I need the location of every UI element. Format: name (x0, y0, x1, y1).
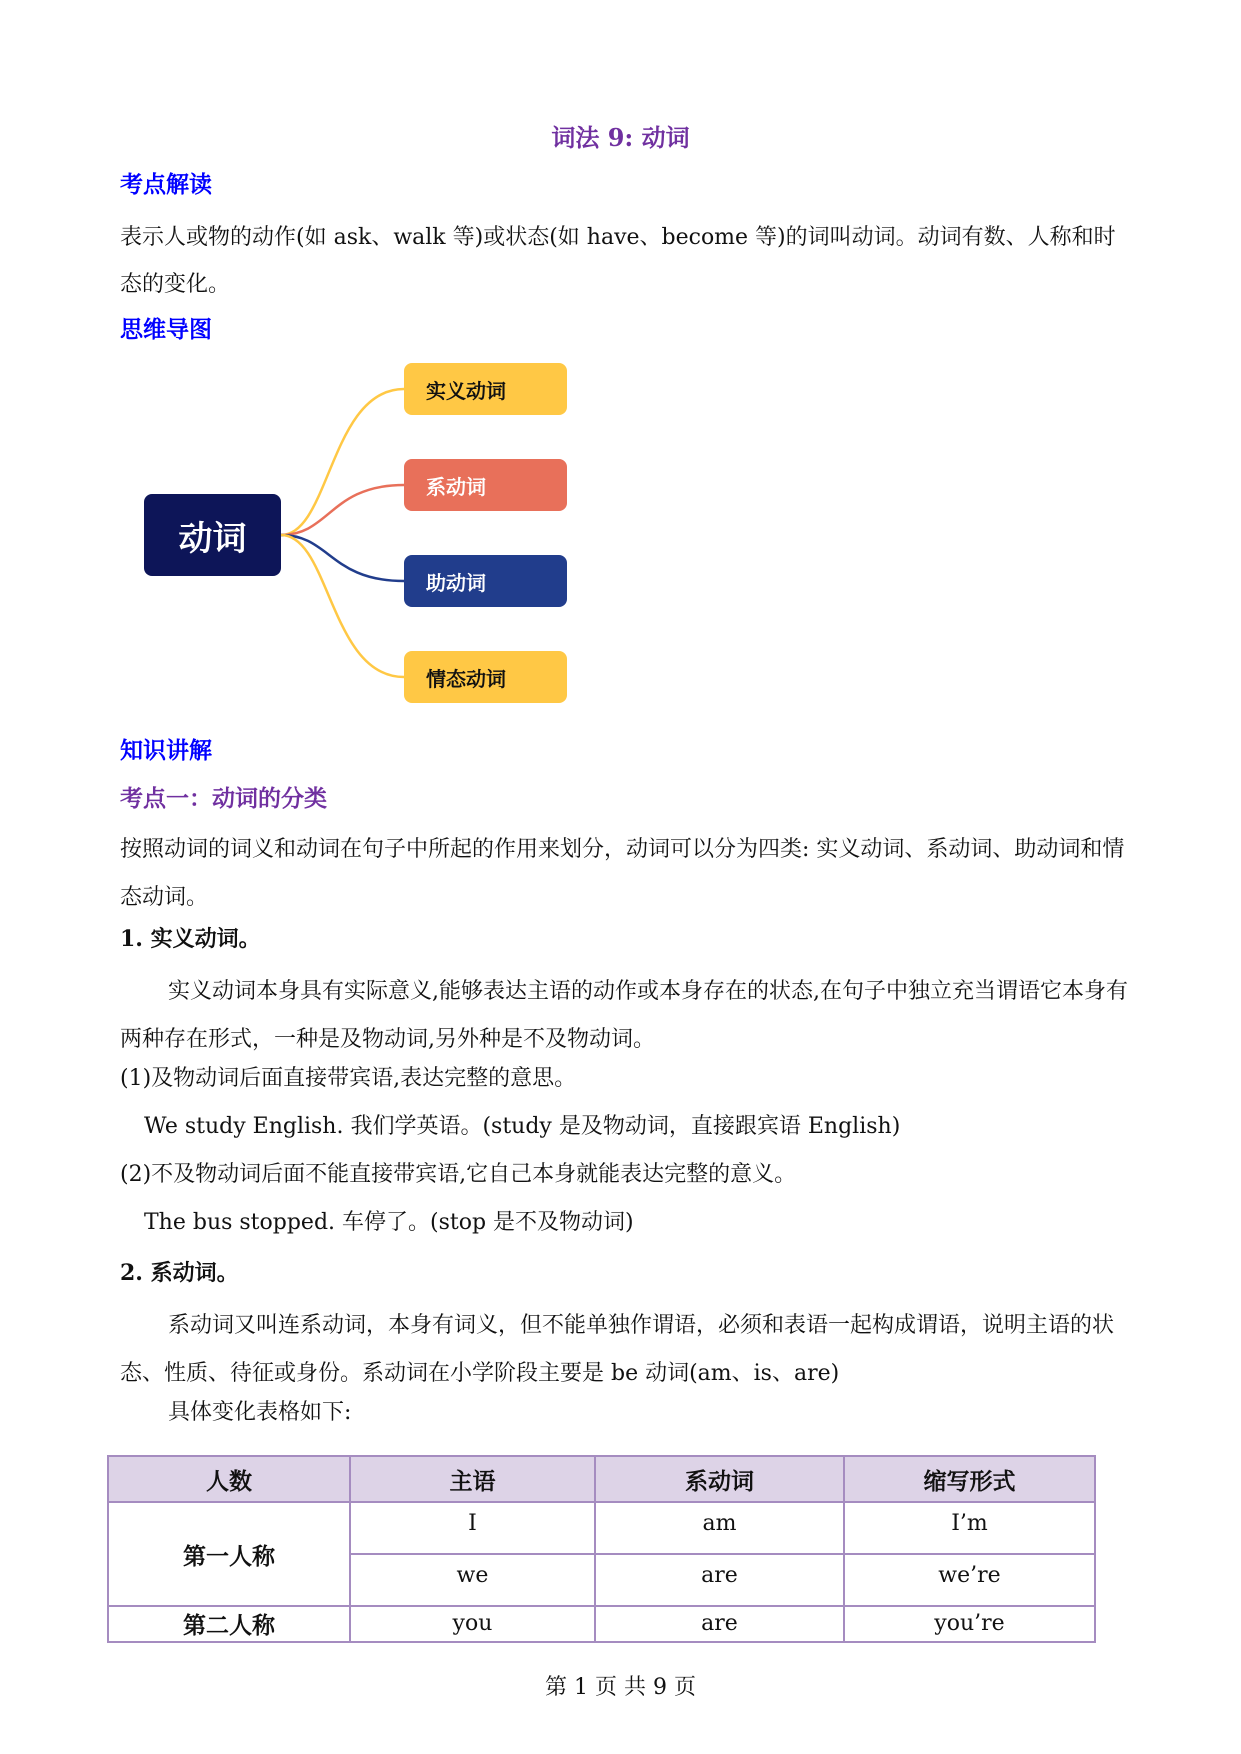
table-cell-contraction: you’re (844, 1606, 1095, 1642)
table-cell-contraction: I’m (844, 1502, 1095, 1554)
table-person-cell: 第二人称 (108, 1606, 350, 1642)
be-verb-table (107, 1455, 1096, 1643)
connector-qingtai (281, 535, 404, 677)
item2-text: 系动词又叫连系动词，本身有词义，但不能单独作谓语，必须和表语一起构成谓语，说明主语的状态、性质、待征或身份。系动词在小学阶段主要是 be 动词(am、is、are) (120, 1313, 1115, 1386)
table-cell-subject: we (350, 1554, 595, 1606)
table-cell-verb: are (595, 1554, 844, 1606)
page-title: 词法 9: 动词 (551, 123, 690, 152)
table-cell-subject: I (350, 1502, 595, 1554)
table-header-cell: 系动词 (595, 1456, 844, 1502)
table-header-cell: 缩写形式 (844, 1456, 1095, 1502)
mindmap-node-zhu: 助动词 (404, 555, 567, 607)
table-intro: 具体变化表格如下: (168, 1400, 352, 1425)
table-cell-subject: you (350, 1606, 595, 1642)
item1-example2: The bus stopped. 车停了。(stop 是不及物动词) (144, 1210, 634, 1235)
table-cell-contraction: we’re (844, 1554, 1095, 1606)
item1-sub1: (1)及物动词后面直接带宾语,表达完整的意思。 (120, 1066, 577, 1091)
page-footer: 第 1 页 共 9 页 (545, 1675, 696, 1700)
table-row (108, 1606, 1095, 1642)
mindmap-node-shiyi: 实义动词 (404, 363, 567, 415)
table-header-cell: 主语 (350, 1456, 595, 1502)
table-header-row (108, 1456, 1095, 1502)
item1-sub2: (2)不及物动词后面不能直接带宾语,它自己本身就能表达完整的意义。 (120, 1162, 797, 1187)
item1-example1: We study English. 我们学英语。(study 是及物动词，直接跟宾语 English) (144, 1114, 901, 1139)
subheading-kaodian-1: 考点一：动词的分类 (120, 785, 327, 812)
section-heading-mindmap: 思维导图 (120, 316, 212, 343)
table-cell-verb: are (595, 1606, 844, 1642)
table-row (108, 1502, 1095, 1554)
classification-intro: 按照动词的词义和动词在句子中所起的作用来划分，动词可以分为四类: 实义动词、系动词、助动词和情态动词。 (120, 837, 1125, 910)
mindmap-connectors (0, 0, 1241, 720)
table-person-cell: 第一人称 (108, 1502, 350, 1606)
section-heading-kaodian-jiedu: 考点解读 (120, 171, 212, 198)
mindmap-node-qingtai: 情态动词 (404, 651, 567, 703)
kaodian-jiedu-text: 表示人或物的动作(如 ask、walk 等)或状态(如 have、become 等)的词叫动词。动词有数、人称和时态的变化。 (120, 225, 1116, 297)
mindmap-root: 动词 (144, 494, 281, 576)
mindmap-node-xi: 系动词 (404, 459, 567, 511)
table-header-cell: 人数 (108, 1456, 350, 1502)
section-heading-zhishi: 知识讲解 (120, 737, 212, 764)
item2-heading: 2. 系动词。 (120, 1260, 239, 1286)
item1-heading: 1. 实义动词。 (120, 926, 261, 952)
connector-shiyi (281, 389, 404, 535)
item1-text: 实义动词本身具有实际意义,能够表达主语的动作或本身存在的状态,在句子中独立充当谓语它本身有两种存在形式，一种是及物动词,另外种是不及物动词。 (120, 979, 1128, 1052)
table-cell-verb: am (595, 1502, 844, 1554)
